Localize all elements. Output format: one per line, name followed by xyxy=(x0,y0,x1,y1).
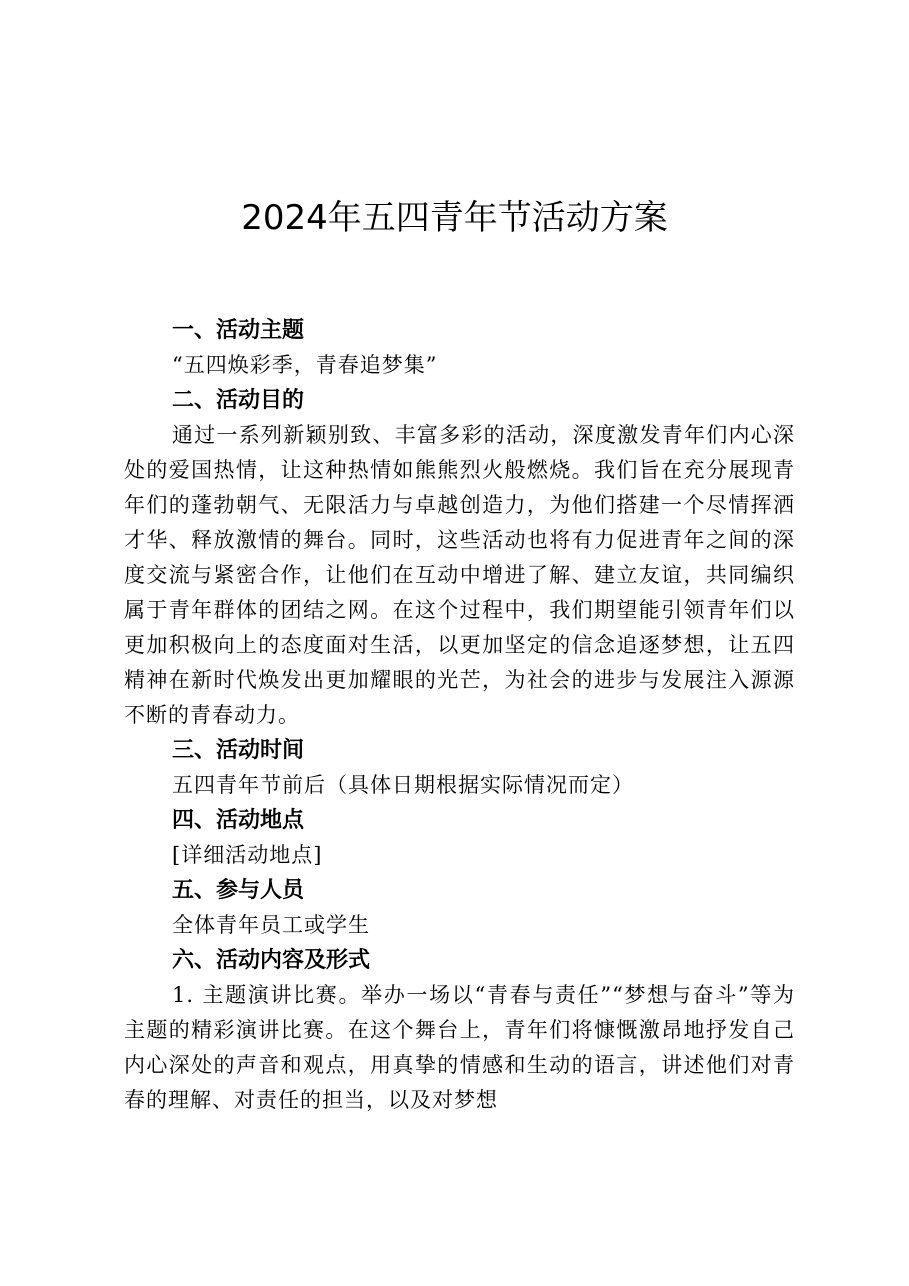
section-heading-purpose: 二、活动目的 xyxy=(172,388,305,413)
section-text-time: 五四青年节前后（具体日期根据实际情况而定） xyxy=(172,773,634,797)
section-text-location: [详细活动地点] xyxy=(172,843,323,867)
section-heading-content: 六、活动内容及形式 xyxy=(172,948,371,973)
document-body xyxy=(124,313,795,1118)
document-title: 2024年五四青年节活动方案 xyxy=(241,198,668,238)
section-text-theme: “五四焕彩季，青春追梦集” xyxy=(172,353,438,377)
section-heading-time: 三、活动时间 xyxy=(172,738,305,763)
section-text-purpose: 通过一系列新颖别致、丰富多彩的活动，深度激发青年们内心深处的爱国热情，让这种热情如熊熊烈火般燃烧。我们旨在充分展现青年们的蓬勃朝气、无限活力与卓越创造力，为他们搭建一个尽情挥洒才华、释放激情的舞台。同时，这些活动也将有力促进青年之间的深度交流与紧密合作，让他们在互动中增进了解、建立友谊，共同编织属于青年群体的团结之网。在这个过程中，我们期望能引领青年们以更加积极向上的态度面对生活，以更加坚定的信念追逐梦想，让五四精神在新时代焕发出更加耀眼的光芒，为社会的进步与发展注入源源不断的青春动力。 xyxy=(124,423,795,727)
section-text-content: 1. 主题演讲比赛。举办一场以“青春与责任”“梦想与奋斗”等为主题的精彩演讲比赛。在这个舞台上，青年们将慷慨激昂地抒发自己内心深处的声音和观点，用真挚的情感和生动的语言，讲述他们对青春的理解、对责任的担当，以及对梦想 xyxy=(124,983,795,1112)
section-heading-participants: 五、参与人员 xyxy=(172,878,305,903)
section-text-participants: 全体青年员工或学生 xyxy=(172,913,370,937)
section-heading-theme: 一、活动主题 xyxy=(172,318,305,343)
section-heading-location: 四、活动地点 xyxy=(172,808,305,833)
